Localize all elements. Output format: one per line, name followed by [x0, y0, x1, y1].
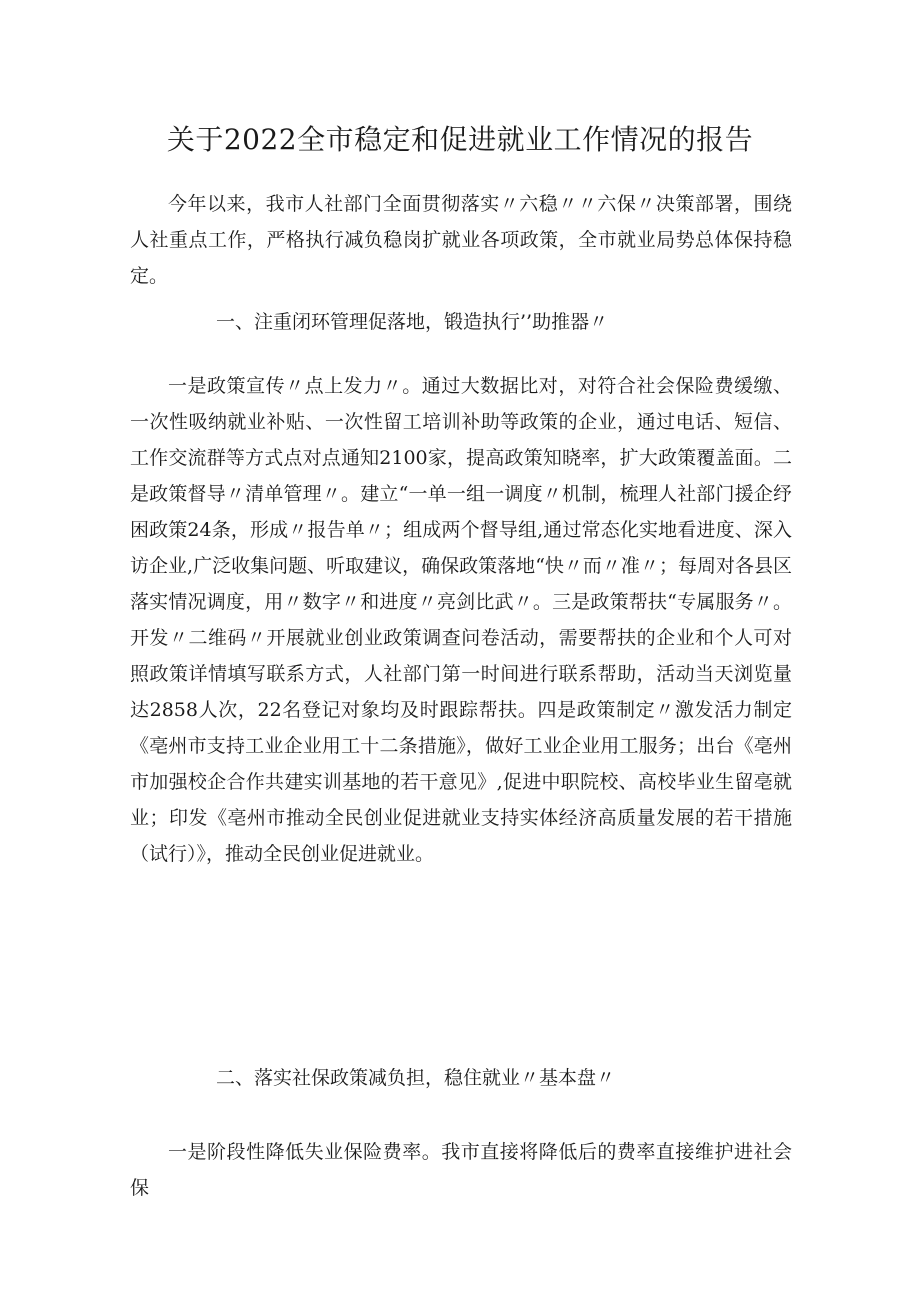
section-2-heading: 二、落实社保政策减负担，稳住就业〃基本盘〃 [216, 1067, 616, 1089]
section-2-paragraph: 一是阶段性降低失业保险费率。我市直接将降低后的费率直接维护进社会保 [130, 1141, 792, 1199]
section-1-heading: 一、注重闭环管理促落地，锻造执行’’助推器〃 [216, 311, 609, 333]
intro-paragraph: 今年以来，我市人社部门全面贯彻落实〃六稳〃〃六保〃决策部署，围绕人社重点工作，严格执行减负稳岗扩就业各项政策，全市就业局势总体保持稳定。 [130, 193, 792, 287]
section-1-paragraph: 一是政策宣传〃点上发力〃。通过大数据比对，对符合社会保险费缓缴、一次性吸纳就业补贴、一次性留工培训补助等政策的企业，通过电话、短信、工作交流群等方式点对点通知2100家，提高政策知晓率，扩大政策覆盖面。二是政策督导〃清单管理〃。建立“一单一组一调度〃机制，梳理人社部门援企纾困政策24条，形成〃报告单〃；组成两个督导组,通过常态化实地看进度、深入访企业,广泛收集问题、听取建议，确保政策落地“快〃而〃准〃；每周对各县区落实情况调度，用〃数字〃和进度〃亮剑比武〃。三是政策帮扶“专属服务〃。开发〃二维码〃开展就业创业政策调查问卷活动，需要帮扶的企业和个人可对照政策详情填写联系方式，人社部门第一时间进行联系帮助，活动当天浏览量达2858人次，22名登记对象均及时跟踪帮扶。四是政策制定〃激发活力制定《亳州市支持工业企业用工十二条措施》，做好工业企业用工服务；出台《亳州市加强校企合作共建实训基地的若干意见》,促进中职院校、高校毕业生留亳就业；印发《亳州市推动全民创业促进就业支持实体经济高质量发展的若干措施（试行）》，推动全民创业促进就业。 [130, 375, 792, 865]
document-title: 关于2022全市稳定和促进就业工作情况的报告 [166, 123, 754, 156]
